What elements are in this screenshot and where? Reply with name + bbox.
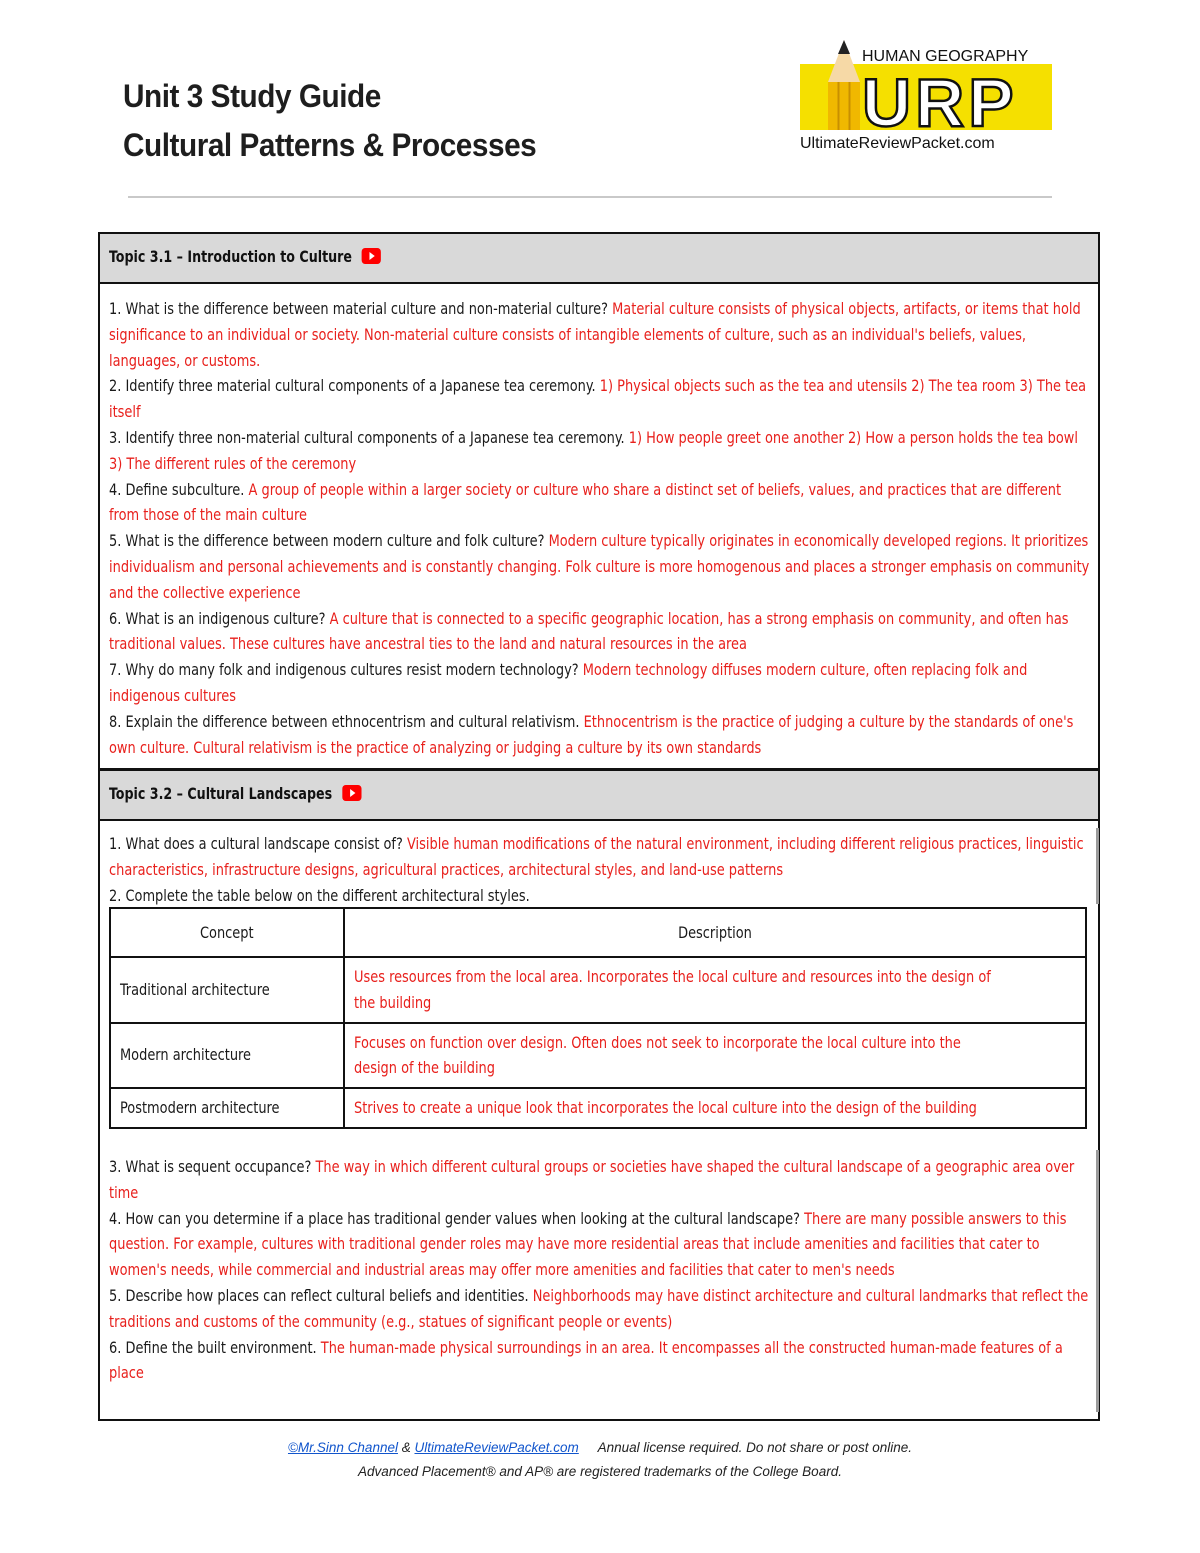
- question: 8. Explain the difference between ethnocentrism and cultural relativism.: [109, 711, 580, 731]
- answer: Ethnocentrism is the practice of judging a culture by the standards of one's own culture. Cultural relativism is the practice of analyzing or judging a culture by its own standards: [109, 711, 1074, 757]
- answer: 1) How people greet one another 2) How a person holds the tea bowl 3) The different rules of the ceremony: [109, 427, 1078, 473]
- answer: Neighborhoods may have distinct architecture and cultural landmarks that reflect the traditions and customs of the community (e.g., statues of significant people or events): [109, 1285, 1089, 1331]
- table-cell-concept: Postmodern architecture: [110, 1088, 344, 1128]
- list-item: [109, 296, 1092, 373]
- urp-link[interactable]: UltimateReviewPacket.com: [414, 1440, 579, 1455]
- youtube-icon[interactable]: [362, 248, 381, 264]
- pencil-icon: [828, 40, 860, 130]
- answer: A group of people within a larger society or culture who share a distinct set of beliefs, values, and practices that are different from those of the main culture: [109, 479, 1062, 525]
- logo-top-text: HUMAN GEOGRAPHY: [862, 48, 1029, 65]
- answer: Modern technology diffuses modern culture, often replacing folk and indigenous cultures: [109, 660, 1028, 705]
- list-item: [109, 1154, 1092, 1206]
- section-topic-3-1: [98, 232, 1100, 770]
- section-heading-text: Topic 3.2 – Cultural Landscapes: [109, 784, 333, 803]
- table-row: [110, 957, 1086, 1023]
- question: 2. Complete the table below on the different architectural styles.: [109, 885, 530, 905]
- question: 6. Define the built environment.: [109, 1337, 317, 1357]
- question: 2. Identify three material cultural components of a Japanese tea ceremony.: [109, 376, 596, 396]
- footer-amp: &: [397, 1440, 415, 1455]
- scrollbar[interactable]: [1096, 1150, 1099, 1412]
- table-cell-description: Focuses on function over design. Often does not seek to incorporate the local culture into the design of the building: [344, 1023, 1086, 1089]
- footer-trademark: Advanced Placement® and AP® are registered trademarks of the College Board.: [358, 1464, 842, 1479]
- answer: The way in which different cultural groups or societies have shaped the cultural landscape of a geographic area over time: [109, 1157, 1075, 1202]
- qa-list: [109, 1154, 1092, 1386]
- page-title: Unit 3 Study Guide: [123, 78, 381, 114]
- question: 3. What is sequent occupance?: [109, 1157, 312, 1176]
- youtube-icon[interactable]: [342, 785, 361, 801]
- table-cell-description: Strives to create a unique look that incorporates the local culture into the design of the building: [344, 1088, 1086, 1128]
- list-item: [109, 883, 1092, 909]
- table-header-row: [110, 908, 1086, 957]
- list-item: [109, 1335, 1092, 1387]
- answer: Material culture consists of physical objects, artifacts, or items that hold significance to an individual or society. Non-material culture consists of intangible elements of culture, such as an individual's beliefs, values, languages, or customs.: [109, 299, 1081, 370]
- list-item: [109, 528, 1092, 605]
- question: 5. Describe how places can reflect cultural beliefs and identities.: [109, 1285, 529, 1305]
- list-item: [109, 373, 1092, 425]
- list-item: [109, 657, 1092, 709]
- qa-list: [109, 296, 1092, 760]
- list-item: [109, 425, 1092, 477]
- answer: A culture that is connected to a specific geographic location, has a strong emphasis on community, and often has traditional values. These cultures have ancestral ties to the land and natural resources in the area: [109, 608, 1069, 654]
- page-subtitle: Cultural Patterns & Processes: [123, 127, 537, 163]
- question: 6. What is an indigenous culture?: [109, 608, 326, 628]
- section-heading: [109, 247, 381, 266]
- table-row: [110, 1023, 1086, 1089]
- question: 1. What is the difference between material culture and non-material culture?: [109, 299, 609, 318]
- section-header: [100, 234, 1098, 284]
- architecture-table: [109, 907, 1087, 1129]
- mr-sinn-link[interactable]: ©Mr.Sinn Channel: [287, 1440, 398, 1455]
- answer: The human-made physical surroundings in an area. It encompasses all the constructed human-made features of a place: [109, 1337, 1063, 1383]
- section-topic-3-2: [98, 769, 1100, 1421]
- scrollbar[interactable]: [1096, 828, 1099, 904]
- question: 1. What does a cultural landscape consist of?: [109, 834, 403, 853]
- header-divider: [128, 196, 1052, 198]
- question: 7. Why do many folk and indigenous cultures resist modern technology?: [109, 660, 579, 680]
- logo-letters: URP: [862, 65, 1018, 141]
- list-item: [109, 1283, 1092, 1335]
- logo-site-text: UltimateReviewPacket.com: [800, 135, 995, 152]
- section-heading: [109, 784, 361, 803]
- list-item: [109, 477, 1092, 529]
- section-heading-text: Topic 3.1 – Introduction to Culture: [109, 247, 352, 266]
- table-cell-description: Uses resources from the local area. Incorporates the local culture and resources into the design of the building: [344, 957, 1086, 1023]
- list-item: [109, 709, 1092, 761]
- question: 5. What is the difference between modern culture and folk culture?: [109, 531, 545, 551]
- footer-license: [0, 1440, 1200, 1455]
- list-item: [109, 831, 1092, 883]
- question: 3. Identify three non-material cultural components of a Japanese tea ceremony.: [109, 427, 625, 447]
- answer: Visible human modifications of the natural environment, including different religious practices, linguistic characteristics, infrastructure designs, agricultural practices, architectural styles, and land-use patterns: [109, 834, 1084, 879]
- question: 4. Define subculture.: [109, 479, 245, 499]
- table-row: [110, 1088, 1086, 1128]
- column-header: Concept: [110, 908, 344, 957]
- question: 4. How can you determine if a place has traditional gender values when looking at the cultural landscape?: [109, 1208, 801, 1228]
- section-header: [100, 771, 1098, 821]
- answer: There are many possible answers to this question. For example, cultures with traditional gender roles may have more residential areas that include amenities and facilities that cater to women's needs, while commercial and industrial areas may offer more amenities and facilities that cater to men's needs: [109, 1208, 1067, 1280]
- column-header: Description: [344, 908, 1086, 957]
- table-cell-concept: Modern architecture: [110, 1023, 344, 1089]
- answer: Modern culture typically originates in economically developed regions. It prioritizes individualism and personal achievements and is constantly changing. Folk culture is more homogenous and places a stronger emphasis on community and the collective experience: [109, 531, 1090, 602]
- answer: 1) Physical objects such as the tea and utensils 2) The tea room 3) The tea itself: [109, 376, 1087, 422]
- list-item: [109, 606, 1092, 658]
- table-cell-concept: Traditional architecture: [110, 957, 344, 1023]
- license-notice: Annual license required. Do not share or post online.: [597, 1440, 913, 1455]
- urp-logo: [800, 34, 1055, 159]
- list-item: [109, 1206, 1092, 1283]
- qa-list: [109, 831, 1092, 908]
